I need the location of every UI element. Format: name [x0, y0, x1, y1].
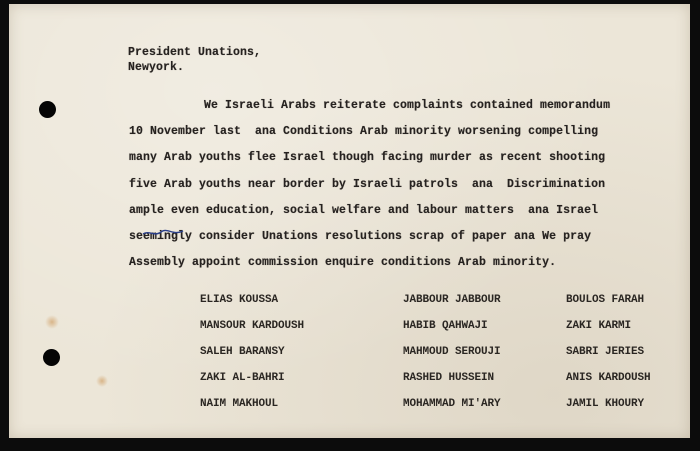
rust-stain [45, 315, 59, 329]
addressee-line-2: Newyork. [128, 61, 185, 74]
signatory-name: HABIB QAHWAJI [403, 320, 488, 332]
body-line: We Israeli Arabs reiterate complaints contained memorandum [204, 99, 611, 112]
body-line: Assembly appoint commission enquire conditions Arab minority. [129, 256, 557, 269]
signatory-name: MOHAMMAD MI'ARY [403, 398, 501, 410]
signatory-name: MAHMOUD SEROUJI [403, 346, 501, 358]
signatory-name: NAIM MAKHOUL [200, 398, 279, 410]
signatory-name: ELIAS KOUSSA [200, 294, 279, 306]
punch-hole-top [39, 101, 56, 118]
signatory-name: SABRI JERIES [566, 346, 645, 358]
signatory-name: RASHED HUSSEIN [403, 372, 495, 384]
body-line: 10 November last ana Conditions Arab minority worsening compelling [129, 125, 599, 138]
addressee-line-1: President Unations, [128, 46, 262, 59]
punch-hole-bottom [43, 349, 60, 366]
signatory-name: JAMIL KHOURY [566, 398, 645, 410]
rust-stain [96, 375, 108, 387]
body-line: ample even education, social welfare and labour matters ana Israel [129, 204, 599, 217]
signatory-name: ZAKI KARMI [566, 320, 632, 332]
signatory-name: JABBOUR JABBOUR [403, 294, 501, 306]
signatory-name: SALEH BARANSY [200, 346, 285, 358]
signatory-name: ZAKI AL-BAHRI [200, 372, 285, 384]
body-line: seemingly consider Unations resolutions scrap of paper ana We pray [129, 230, 592, 243]
signatory-name: ANIS KARDOUSH [566, 372, 651, 384]
signatory-name: BOULOS FARAH [566, 294, 645, 306]
body-line: many Arab youths flee Israel though facing murder as recent shooting [129, 151, 606, 164]
body-line: five Arab youths near border by Israeli patrols ana Discrimination [129, 178, 606, 191]
signatory-name: MANSOUR KARDOUSH [200, 320, 305, 332]
